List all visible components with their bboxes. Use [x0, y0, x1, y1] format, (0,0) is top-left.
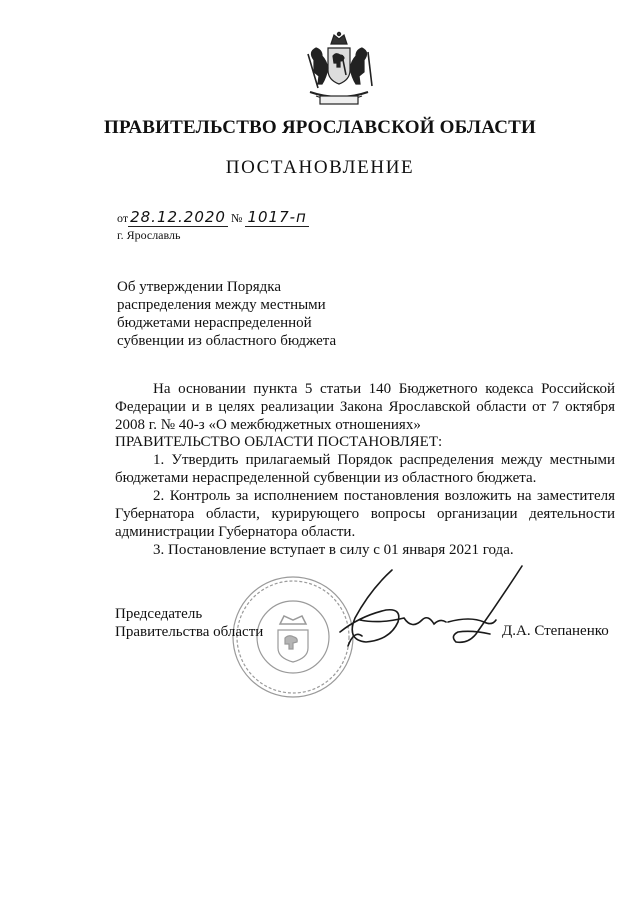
date-prefix: от — [117, 211, 129, 225]
resolution-item-3: 3. Постановление вступает в силу с 01 января 2021 года. — [153, 542, 514, 558]
subject-line: бюджетами нераспределенной — [117, 315, 312, 331]
government-title: ПРАВИТЕЛЬСТВО ЯРОСЛАВСКОЙ ОБЛАСТИ — [104, 117, 536, 138]
subject-line: распределения между местными — [117, 297, 326, 313]
number-prefix: № — [230, 211, 243, 225]
handwritten-signature-icon — [300, 560, 530, 670]
basis-paragraph: На основании пункта 5 статьи 140 Бюджетного кодекса Российской Федерации и в целях реализации Закона Ярославской области от 7 октября 2008 г. № 40-з «О межбюджетных отношениях» — [115, 381, 615, 433]
signer-name: Д.А. Степаненко — [502, 623, 609, 639]
signer-position — [115, 605, 263, 641]
document-subject — [117, 278, 377, 350]
registration-line — [117, 208, 309, 226]
subject-line: субвенции из областного бюджета — [117, 333, 337, 349]
coat-of-arms-emblem — [294, 30, 384, 110]
resolution-item-2: 2. Контроль за исполнением постановления возложить на заместителя Губернатора области, курирующего вопросы организации деятельности администрации Губернатора области. — [115, 488, 615, 540]
subject-line: Об утверждении Порядка — [117, 279, 281, 295]
document-date: 28.12.2020 — [130, 208, 226, 226]
city: г. Ярославль — [117, 228, 181, 242]
document-type: ПОСТАНОВЛЕНИЕ — [225, 157, 415, 178]
decree-statement: ПРАВИТЕЛЬСТВО ОБЛАСТИ ПОСТАНОВЛЯЕТ: — [115, 434, 443, 450]
signer-position-line: Председатель — [115, 606, 203, 622]
document-number: 1017-п — [247, 208, 307, 226]
resolution-item-1: 1. Утвердить прилагаемый Порядок распределения между местными бюджетами нераспределенной субвенции из областного бюджета. — [115, 452, 615, 486]
signer-position-line: Правительства области — [115, 624, 264, 640]
